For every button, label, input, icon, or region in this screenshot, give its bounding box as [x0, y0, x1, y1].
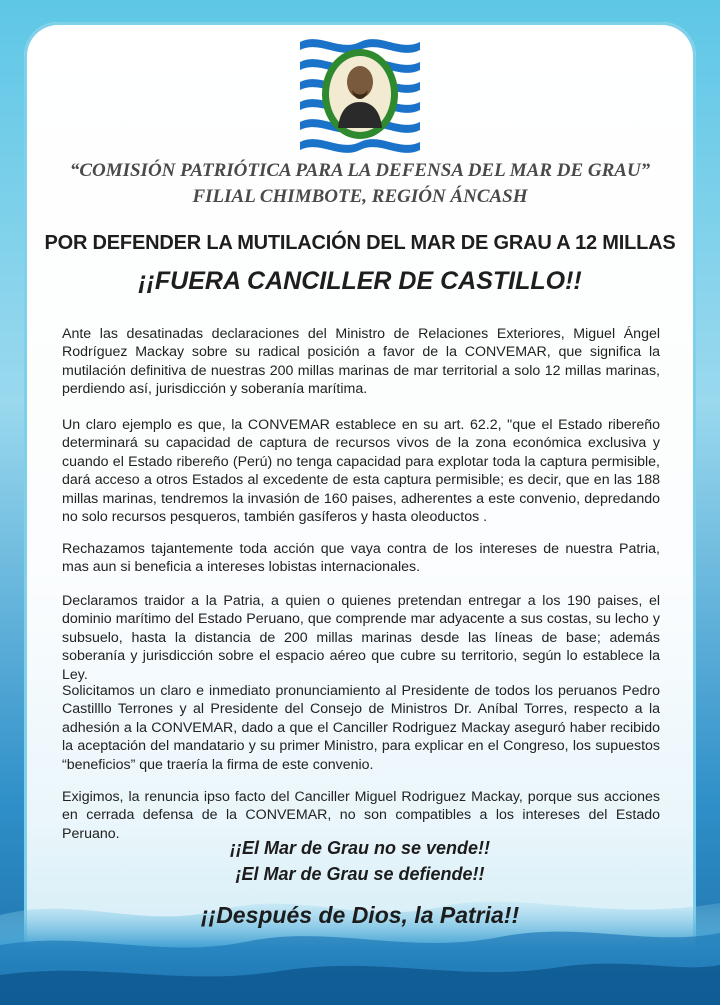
organization-name: “COMISIÓN PATRIÓTICA PARA LA DEFENSA DEL MAR DE GRAU”	[69, 160, 651, 181]
paragraph-5: Solicitamos un claro e inmediato pronunciamiento al Presidente de todos los peruanos Pedro Castilllo Terrones y al Presidente del Consejo de Ministros Dr. Aníbal Torres, respecto a la adhesión a la CONVEMAR, dado a que el Canciller Rodriguez Mackay aseguró haber recibido la aceptación del mandatario y su primer Ministro, para explicar en el Congreso, los supuestos “beneficios” que traería la firma de este convenio.	[62, 683, 660, 773]
paragraph-3: Rechazamos tajantemente toda acción que vaya contra de los intereses de nuestra Patria, mas aun si beneficia a intereses lobistas internacionales.	[62, 541, 660, 576]
sea-waves-icon	[0, 875, 720, 1005]
organization-branch: FILIAL CHIMBOTE, REGIÓN ÁNCASH	[192, 186, 528, 207]
closing-line1: ¡¡El Mar de Grau no se vende!!	[229, 838, 491, 858]
paragraph-1: Ante las desatinadas declaraciones del Ministro de Relaciones Exteriores, Miguel Ángel Rodríguez Mackay sobre su radical posición a favor de la CONVEMAR, que significa la mutilación definitiva de nuestras 200 millas marinas de mar territorial a solo 12 millas marinas, perdiendo así, jurisdicción y soberanía marítima.	[62, 326, 660, 398]
headline-line1: POR DEFENDER LA MUTILACIÓN DEL MAR DE GRAU A 12 MILLAS	[44, 232, 676, 254]
grau-portrait-emblem-icon	[300, 32, 420, 157]
closing-line2: ¡El Mar de Grau se defiende!!	[235, 864, 485, 884]
paragraph-6: Exigimos, la renuncia ipso facto del Canciller Miguel Rodriguez Mackay, porque sus acciones en cerrada defensa de la CONVEMAR, no son compatibles a los intereses del Estado Peruano.	[62, 789, 660, 842]
headline-line2: ¡¡FUERA CANCILLER DE CASTILLO!!	[138, 267, 582, 295]
closing-slogan: ¡¡Después de Dios, la Patria!!	[200, 902, 520, 928]
paragraph-2: Un claro ejemplo es que, la CONVEMAR establece en su art. 62.2, "que el Estado ribereño determinará su capacidad de captura de recursos vivos de la zona económica exclusiva y cuando el Estado ribereño (Perú) no tenga capacidad para explotar toda la captura permisible, dará acceso a otros Estados al excedente de esta captura permisible; es decir, que en las 188 millas marinas, tendremos la invasión de 160 paises, adherentes a este convenio, depredando no solo recursos pesqueros, también gasíferos y hasta oleoductos .	[62, 417, 660, 526]
paragraph-4: Declaramos traidor a la Patria, a quien o quienes pretendan entregar a los 190 paises, el dominio marítimo del Estado Peruano, que comprende mar adyacente a sus costas, su lecho y subsuelo, hasta la distancia de 200 millas marinas desde las líneas de base; además soberanía y jurisdicción sobre el espacio aéreo que cubre su territorio, según lo establece la Ley.	[62, 593, 660, 683]
